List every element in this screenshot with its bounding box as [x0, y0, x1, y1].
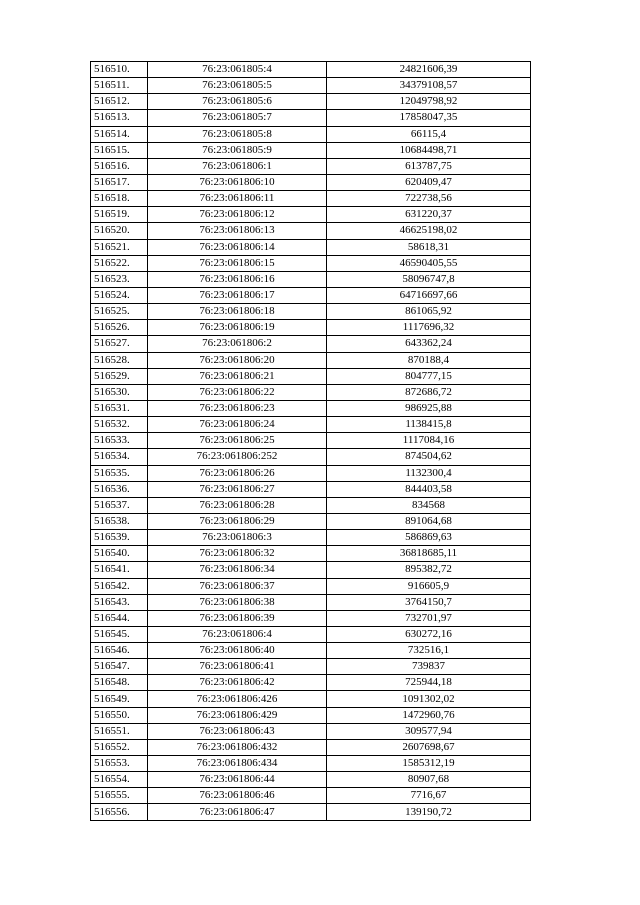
row-number-cell: 516536.	[91, 481, 148, 497]
cadastral-number-cell: 76:23:061806:12	[148, 207, 327, 223]
table-row	[91, 481, 531, 497]
table-row	[91, 271, 531, 287]
cadastral-value-cell: 1132300,4	[327, 465, 531, 481]
table-row	[91, 659, 531, 675]
cadastral-value-cell: 1472960,76	[327, 707, 531, 723]
cadastral-number-cell: 76:23:061806:37	[148, 578, 327, 594]
cadastral-value-cell: 12049798,92	[327, 94, 531, 110]
cadastral-value-table	[90, 61, 531, 821]
table-row	[91, 626, 531, 642]
cadastral-number-cell: 76:23:061806:42	[148, 675, 327, 691]
cadastral-number-cell: 76:23:061806:25	[148, 433, 327, 449]
table-row	[91, 739, 531, 755]
cadastral-value-cell: 10684498,71	[327, 142, 531, 158]
cadastral-value-cell: 2607698,67	[327, 739, 531, 755]
cadastral-value-cell: 732701,97	[327, 610, 531, 626]
table-row	[91, 368, 531, 384]
table-row	[91, 691, 531, 707]
cadastral-number-cell: 76:23:061806:46	[148, 788, 327, 804]
cadastral-value-cell: 17858047,35	[327, 110, 531, 126]
table-row	[91, 675, 531, 691]
cadastral-number-cell: 76:23:061806:10	[148, 174, 327, 190]
table-row	[91, 610, 531, 626]
cadastral-value-cell: 874504,62	[327, 449, 531, 465]
row-number-cell: 516517.	[91, 174, 148, 190]
cadastral-value-cell: 46625198,02	[327, 223, 531, 239]
row-number-cell: 516532.	[91, 417, 148, 433]
table-row	[91, 191, 531, 207]
cadastral-value-cell: 58618,31	[327, 239, 531, 255]
cadastral-value-cell: 80907,68	[327, 772, 531, 788]
cadastral-value-cell: 870188,4	[327, 352, 531, 368]
cadastral-value-cell: 46590405,55	[327, 255, 531, 271]
row-number-cell: 516542.	[91, 578, 148, 594]
cadastral-value-cell: 631220,37	[327, 207, 531, 223]
cadastral-number-cell: 76:23:061806:44	[148, 772, 327, 788]
cadastral-value-cell: 3764150,7	[327, 594, 531, 610]
cadastral-value-cell: 1138415,8	[327, 417, 531, 433]
cadastral-number-cell: 76:23:061806:252	[148, 449, 327, 465]
table-row	[91, 756, 531, 772]
table-row	[91, 384, 531, 400]
row-number-cell: 516530.	[91, 384, 148, 400]
cadastral-number-cell: 76:23:061806:4	[148, 626, 327, 642]
row-number-cell: 516512.	[91, 94, 148, 110]
cadastral-number-cell: 76:23:061806:38	[148, 594, 327, 610]
cadastral-number-cell: 76:23:061806:1	[148, 158, 327, 174]
cadastral-number-cell: 76:23:061806:32	[148, 546, 327, 562]
cadastral-value-cell: 309577,94	[327, 723, 531, 739]
table-row	[91, 126, 531, 142]
table-row	[91, 530, 531, 546]
cadastral-number-cell: 76:23:061806:29	[148, 513, 327, 529]
cadastral-number-cell: 76:23:061806:34	[148, 562, 327, 578]
row-number-cell: 516539.	[91, 530, 148, 546]
row-number-cell: 516513.	[91, 110, 148, 126]
row-number-cell: 516541.	[91, 562, 148, 578]
row-number-cell: 516550.	[91, 707, 148, 723]
table-row	[91, 62, 531, 78]
table-row	[91, 174, 531, 190]
row-number-cell: 516540.	[91, 546, 148, 562]
row-number-cell: 516533.	[91, 433, 148, 449]
row-number-cell: 516516.	[91, 158, 148, 174]
cadastral-number-cell: 76:23:061806:27	[148, 481, 327, 497]
row-number-cell: 516538.	[91, 513, 148, 529]
cadastral-value-cell: 620409,47	[327, 174, 531, 190]
cadastral-number-cell: 76:23:061806:432	[148, 739, 327, 755]
table-row	[91, 158, 531, 174]
table-row	[91, 94, 531, 110]
cadastral-value-cell: 732516,1	[327, 643, 531, 659]
row-number-cell: 516524.	[91, 287, 148, 303]
cadastral-number-cell: 76:23:061806:23	[148, 400, 327, 416]
cadastral-number-cell: 76:23:061806:22	[148, 384, 327, 400]
row-number-cell: 516514.	[91, 126, 148, 142]
table-row	[91, 643, 531, 659]
row-number-cell: 516525.	[91, 304, 148, 320]
row-number-cell: 516551.	[91, 723, 148, 739]
cadastral-number-cell: 76:23:061806:429	[148, 707, 327, 723]
cadastral-value-cell: 804777,15	[327, 368, 531, 384]
row-number-cell: 516519.	[91, 207, 148, 223]
row-number-cell: 516549.	[91, 691, 148, 707]
row-number-cell: 516543.	[91, 594, 148, 610]
cadastral-value-cell: 834568	[327, 497, 531, 513]
cadastral-number-cell: 76:23:061805:7	[148, 110, 327, 126]
cadastral-number-cell: 76:23:061805:5	[148, 78, 327, 94]
row-number-cell: 516510.	[91, 62, 148, 78]
cadastral-number-cell: 76:23:061806:14	[148, 239, 327, 255]
table-row	[91, 433, 531, 449]
cadastral-value-cell: 34379108,57	[327, 78, 531, 94]
table-row	[91, 320, 531, 336]
cadastral-value-cell: 1585312,19	[327, 756, 531, 772]
table-row	[91, 449, 531, 465]
row-number-cell: 516527.	[91, 336, 148, 352]
table-row	[91, 788, 531, 804]
row-number-cell: 516535.	[91, 465, 148, 481]
table-row	[91, 804, 531, 820]
cadastral-value-cell: 861065,92	[327, 304, 531, 320]
cadastral-number-cell: 76:23:061806:41	[148, 659, 327, 675]
row-number-cell: 516511.	[91, 78, 148, 94]
table-row	[91, 239, 531, 255]
row-number-cell: 516529.	[91, 368, 148, 384]
cadastral-number-cell: 76:23:061806:43	[148, 723, 327, 739]
row-number-cell: 516528.	[91, 352, 148, 368]
cadastral-number-cell: 76:23:061806:2	[148, 336, 327, 352]
cadastral-number-cell: 76:23:061806:16	[148, 271, 327, 287]
row-number-cell: 516521.	[91, 239, 148, 255]
table-row	[91, 207, 531, 223]
table-row	[91, 400, 531, 416]
table-row	[91, 562, 531, 578]
cadastral-number-cell: 76:23:061806:434	[148, 756, 327, 772]
cadastral-number-cell: 76:23:061805:4	[148, 62, 327, 78]
cadastral-number-cell: 76:23:061806:40	[148, 643, 327, 659]
row-number-cell: 516537.	[91, 497, 148, 513]
cadastral-value-cell: 643362,24	[327, 336, 531, 352]
row-number-cell: 516531.	[91, 400, 148, 416]
cadastral-value-cell: 872686,72	[327, 384, 531, 400]
cadastral-value-cell: 895382,72	[327, 562, 531, 578]
row-number-cell: 516545.	[91, 626, 148, 642]
cadastral-number-cell: 76:23:061806:11	[148, 191, 327, 207]
cadastral-value-cell: 725944,18	[327, 675, 531, 691]
row-number-cell: 516522.	[91, 255, 148, 271]
table-row	[91, 497, 531, 513]
table-row	[91, 352, 531, 368]
cadastral-value-cell: 1117084,16	[327, 433, 531, 449]
cadastral-value-cell: 66115,4	[327, 126, 531, 142]
table-row	[91, 255, 531, 271]
table-row	[91, 287, 531, 303]
table-row	[91, 78, 531, 94]
table-row	[91, 223, 531, 239]
cadastral-number-cell: 76:23:061806:28	[148, 497, 327, 513]
table-row	[91, 142, 531, 158]
cadastral-number-cell: 76:23:061806:21	[148, 368, 327, 384]
row-number-cell: 516556.	[91, 804, 148, 820]
table-row	[91, 594, 531, 610]
cadastral-number-cell: 76:23:061806:18	[148, 304, 327, 320]
table-row	[91, 304, 531, 320]
cadastral-number-cell: 76:23:061806:24	[148, 417, 327, 433]
row-number-cell: 516554.	[91, 772, 148, 788]
row-number-cell: 516553.	[91, 756, 148, 772]
cadastral-value-cell: 139190,72	[327, 804, 531, 820]
cadastral-number-cell: 76:23:061806:3	[148, 530, 327, 546]
table-row	[91, 772, 531, 788]
cadastral-value-cell: 739837	[327, 659, 531, 675]
cadastral-value-cell: 1091302,02	[327, 691, 531, 707]
row-number-cell: 516555.	[91, 788, 148, 804]
row-number-cell: 516548.	[91, 675, 148, 691]
table-row	[91, 417, 531, 433]
row-number-cell: 516515.	[91, 142, 148, 158]
cadastral-value-cell: 58096747,8	[327, 271, 531, 287]
cadastral-value-cell: 586869,63	[327, 530, 531, 546]
cadastral-number-cell: 76:23:061806:13	[148, 223, 327, 239]
table-row	[91, 110, 531, 126]
cadastral-value-cell: 722738,56	[327, 191, 531, 207]
cadastral-number-cell: 76:23:061806:426	[148, 691, 327, 707]
cadastral-value-cell: 916605,9	[327, 578, 531, 594]
table-body	[91, 62, 531, 821]
row-number-cell: 516547.	[91, 659, 148, 675]
row-number-cell: 516518.	[91, 191, 148, 207]
cadastral-value-cell: 986925,88	[327, 400, 531, 416]
cadastral-value-cell: 36818685,11	[327, 546, 531, 562]
cadastral-value-cell: 64716697,66	[327, 287, 531, 303]
cadastral-number-cell: 76:23:061806:20	[148, 352, 327, 368]
cadastral-value-cell: 1117696,32	[327, 320, 531, 336]
row-number-cell: 516534.	[91, 449, 148, 465]
table-row	[91, 546, 531, 562]
cadastral-number-cell: 76:23:061805:9	[148, 142, 327, 158]
table-row	[91, 465, 531, 481]
cadastral-number-cell: 76:23:061806:15	[148, 255, 327, 271]
cadastral-number-cell: 76:23:061806:19	[148, 320, 327, 336]
table-row	[91, 723, 531, 739]
table-row	[91, 707, 531, 723]
cadastral-value-cell: 891064,68	[327, 513, 531, 529]
cadastral-number-cell: 76:23:061805:6	[148, 94, 327, 110]
cadastral-number-cell: 76:23:061806:17	[148, 287, 327, 303]
row-number-cell: 516526.	[91, 320, 148, 336]
cadastral-number-cell: 76:23:061806:47	[148, 804, 327, 820]
row-number-cell: 516546.	[91, 643, 148, 659]
table-row	[91, 336, 531, 352]
cadastral-value-cell: 7716,67	[327, 788, 531, 804]
cadastral-value-cell: 844403,58	[327, 481, 531, 497]
cadastral-number-cell: 76:23:061805:8	[148, 126, 327, 142]
cadastral-value-cell: 613787,75	[327, 158, 531, 174]
cadastral-number-cell: 76:23:061806:26	[148, 465, 327, 481]
cadastral-value-cell: 630272,16	[327, 626, 531, 642]
row-number-cell: 516544.	[91, 610, 148, 626]
row-number-cell: 516552.	[91, 739, 148, 755]
cadastral-number-cell: 76:23:061806:39	[148, 610, 327, 626]
table-row	[91, 513, 531, 529]
row-number-cell: 516520.	[91, 223, 148, 239]
cadastral-value-cell: 24821606,39	[327, 62, 531, 78]
table-row	[91, 578, 531, 594]
row-number-cell: 516523.	[91, 271, 148, 287]
